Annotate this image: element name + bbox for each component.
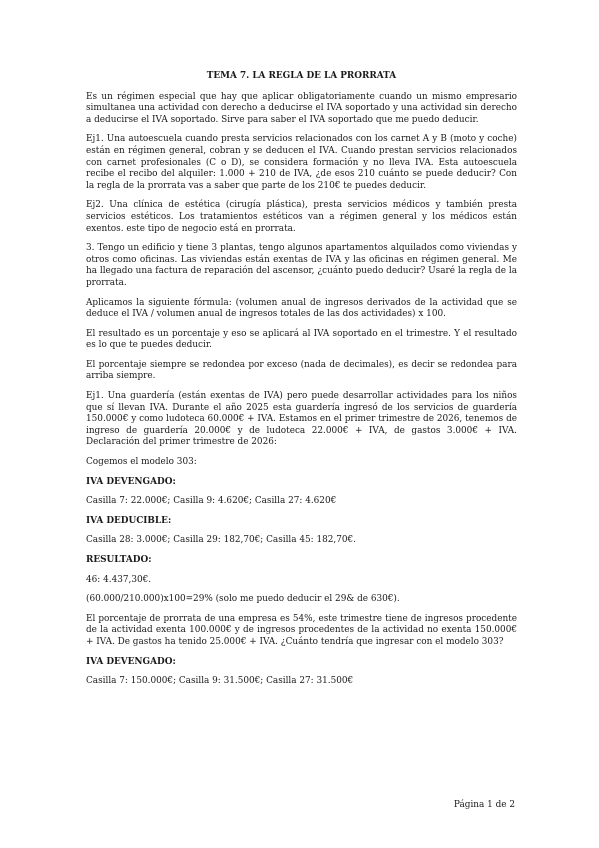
iva-devengado-heading: IVA DEVENGADO: xyxy=(86,476,176,487)
example-1-paragraph: Ej1. Una autoescuela cuando presta servicios relacionados con los carnet A y B (moto y coche) están en régimen general, cobran y se deducen el IVA. Cuando prestan servicios relacionados con carnet profesionales (C o D), se considera formación y no lleva IVA. Esta autoescuela recibe el recibo del alquiler: 1.000 + 210 de IVA, ¿de esos 210 cuánto se puede deducir? Con la regla de la prorrata vas a saber que parte de los 210€ te puedes deducir. xyxy=(86,134,517,191)
document-title: TEMA 7. LA REGLA DE LA PRORRATA xyxy=(206,71,397,81)
model-303-line: Cogemos el modelo 303: xyxy=(86,457,197,468)
daycare-example-paragraph: Ej1. Una guardería (están exentas de IVA) pero puede desarrollar actividades para los niños que sí llevan IVA. Durante el año 2025 esta guardería ingresó de los servicios de guardería 150.000€ y como ludoteca 60.000€ + IVA. Estamos en el primer trimestre de 2026, tenemos de ingreso de guardería 20.000€ y de ludoteca 22.000€ + IVA, de gastos 3.000€ + IVA. Declaración del primer trimestre de 2026: xyxy=(86,391,517,448)
iva-deducible-heading: IVA DEDUCIBLE: xyxy=(86,515,172,526)
example-3-paragraph: 3. Tengo un edificio y tiene 3 plantas, tengo algunos apartamentos alquilados como viviendas y otros como oficinas. Las viviendas están exentas de IVA y las oficinas en régimen general. Me ha llegado una factura de reparación del ascensor, ¿cuánto puedo deducir? Usaré la regla de la prorrata. xyxy=(86,243,517,288)
page-number: Página 1 de 2 xyxy=(453,800,515,810)
result-explanation-paragraph: El resultado es un porcentaje y eso se aplicará al IVA soportado en el trimestre. Y el resultado es lo que te puedes deducir. xyxy=(86,328,517,351)
iva-devengado-heading-2: IVA DEVENGADO: xyxy=(86,656,176,667)
calculation-line: (60.000/210.000)x100=29% (solo me puedo deducir el 29& de 630€). xyxy=(86,594,400,605)
resultado-value: 46: 4.437,30€. xyxy=(86,574,152,585)
resultado-heading: RESULTADO: xyxy=(86,555,152,565)
iva-devengado-values-2: Casilla 7: 150.000€; Casilla 9: 31.500€; Casilla 27: 31.500€ xyxy=(86,676,354,687)
iva-devengado-values: Casilla 7: 22.000€; Casilla 9: 4.620€; Casilla 27: 4.620€ xyxy=(86,496,337,507)
formula-paragraph: Aplicamos la siguiente fórmula: (volumen anual de ingresos derivados de la actividad que se deduce el IVA / volumen anual de ingresos totales de las dos actividades) x 100. xyxy=(86,297,517,320)
document-body xyxy=(86,71,517,696)
intro-paragraph: Es un régimen especial que hay que aplicar obligatoriamente cuando un mismo empresario simultanea una actividad con derecho a deducirse el IVA soportado y una actividad sin derecho a deducirse el IVA soportado. Sirve para saber el IVA soportado que me puedo deducir. xyxy=(86,91,517,125)
iva-deducible-values: Casilla 28: 3.000€; Casilla 29: 182,70€; Casilla 45: 182,70€. xyxy=(86,535,357,546)
prorrata-54-paragraph: El porcentaje de prorrata de una empresa es 54%, este trimestre tiene de ingresos procedente de la actividad exenta 100.000€ y de ingresos procedentes de la actividad no exenta 150.000€ + IVA. De gastos ha tenido 25.000€ + IVA. ¿Cuánto tendría que ingresar con el modelo 303? xyxy=(86,613,517,647)
example-2-paragraph: Ej2. Una clínica de estética (cirugía plástica), presta servicios médicos y también presta servicios estéticos. Los tratamientos estéticos van a régimen general y los médicos están exentos. este tipo de negocio está en prorrata. xyxy=(86,200,517,234)
rounding-paragraph: El porcentaje siempre se redondea por exceso (nada de decimales), es decir se redondea para arriba siempre. xyxy=(86,359,517,382)
